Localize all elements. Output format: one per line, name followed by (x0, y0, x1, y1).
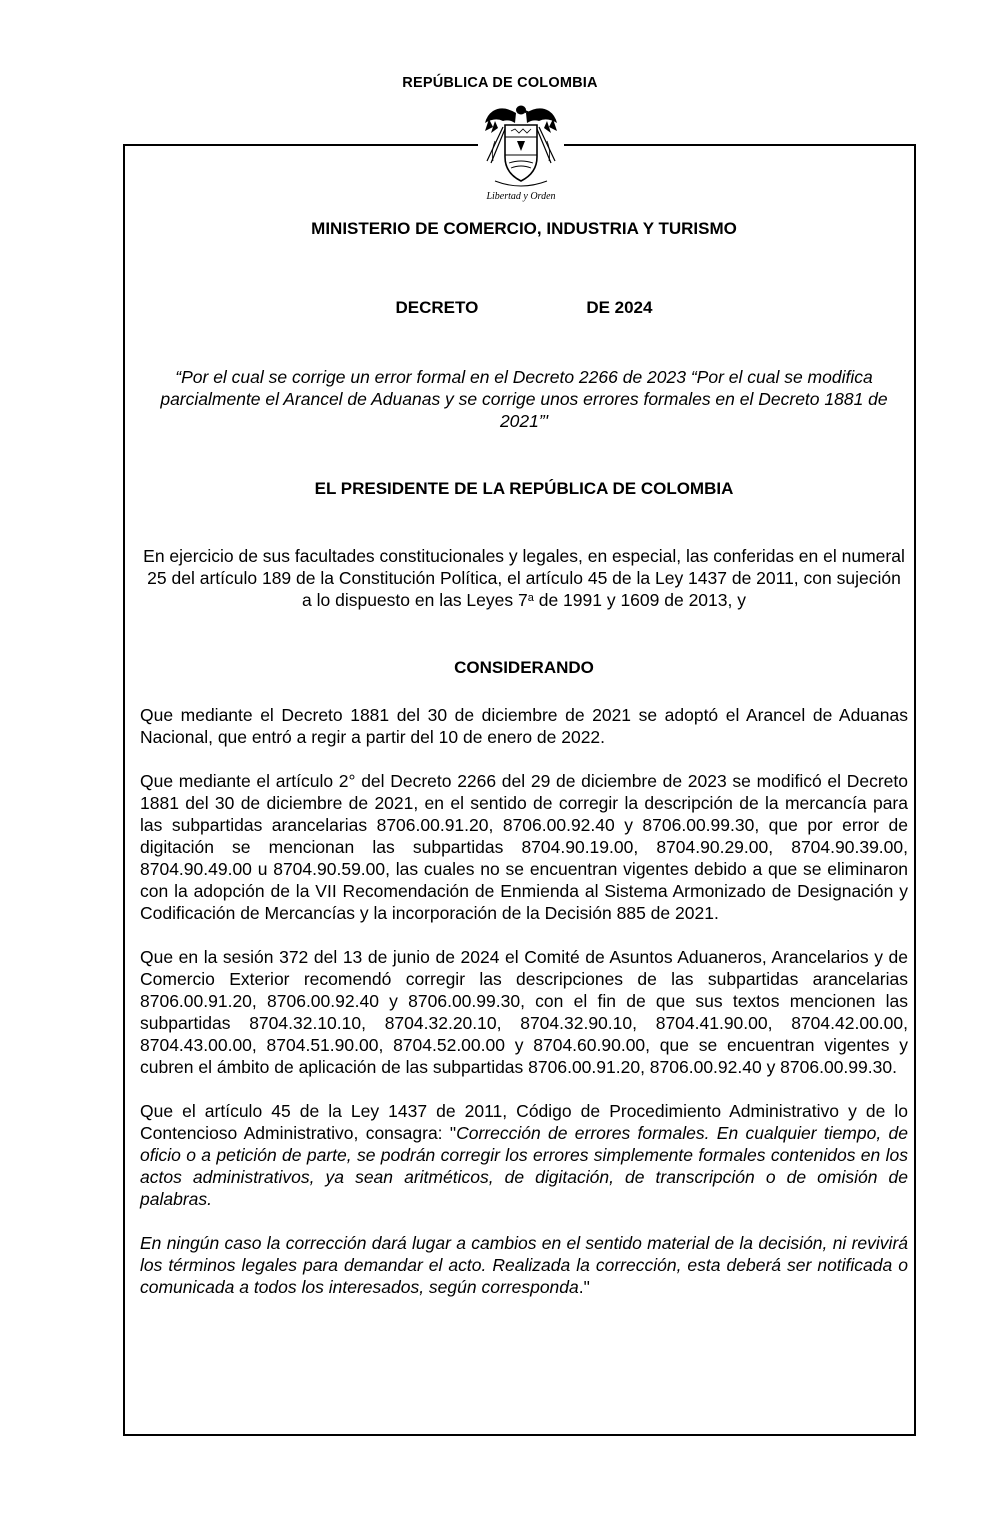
powers-text-end: de 1991 y 1609 de 2013, y (533, 590, 746, 610)
paragraph-3: Que en la sesión 372 del 13 de junio de 2024 el Comité de Asuntos Aduaneros, Arancelarios y de Comercio Exterior recomendó corregir las descripciones de las subpartidas arancelarias 8706.00.91.20, 8706.00.92.40 y 8706.00.99.30, con el fin de que sus textos mencionen las subpartidas 8704.32.10.10, 8704.32.20.10, 8704.32.90.10, 8704.41.90.00, 8704.42.00.00, 8704.43.00.00, 8704.51.90.00, 8704.52.00.00 y 8704.60.90.00, que se encuentran vigentes y cubren el ámbito de aplicación de las subpartidas 8706.00.91.20, 8706.00.92.40 y 8706.00.99.30. (140, 947, 908, 1077)
powers-text: En ejercicio de sus facultades constitucionales y legales, en especial, las conferidas en el numeral 25 del artículo 189 de la Constitución Política, el artículo 45 de la Ley 1437 de 2011, con sujeción a lo dispuesto en las Leyes 7 (143, 546, 905, 610)
paragraph-4-text: Que el artículo 45 de la Ley 1437 de 2011, Código de Procedimiento Administrativo y de lo Contencioso Administrativo, consagra: " (140, 1101, 908, 1143)
considerations-body (140, 704, 908, 1320)
issuer-heading: EL PRESIDENTE DE LA REPÚBLICA DE COLOMBIA (314, 479, 734, 498)
powers-paragraph (140, 545, 908, 611)
decree-year: DE 2024 (586, 298, 653, 317)
considering-heading: CONSIDERANDO (454, 658, 594, 677)
paragraph-2: Que mediante el artículo 2° del Decreto 2266 del 29 de diciembre de 2023 se modificó el Decreto 1881 del 30 de diciembre de 2021, en el sentido de corregir la descripción de la mercancía para las subpartidas arancelarias 8706.00.91.20, 8706.00.92.40 y 8706.00.99.30, que por error de digitación se mencionan las subpartidas 8704.90.19.00, 8704.90.29.00, 8704.90.39.00, 8704.90.49.00 u 8704.90.59.00, las cuales no se encuentran vigentes debido a que se eliminaron con la adopción de la VII Recomendación de Enmienda al Sistema Armonizado de Designación y Codificación de Mercancías y la incorporación de la Decisión 885 de 2021. (140, 771, 908, 923)
powers-superscript: a (527, 592, 534, 604)
decree-label: DECRETO (395, 298, 479, 317)
ministry-heading: MINISTERIO DE COMERCIO, INDUSTRIA Y TURISMO (311, 219, 737, 238)
paragraph-4 (140, 1100, 908, 1210)
decree-title: “Por el cual se corrige un error formal en el Decreto 2266 de 2023 “Por el cual se modifica parcialmente el Arancel de Aduanas y se corrige unos errores formales en el Decreto 1881 de 2021”' (160, 367, 888, 431)
paragraph-5-end: ." (578, 1277, 590, 1297)
coat-of-arms-icon (481, 101, 561, 205)
decree-heading (140, 298, 908, 318)
paragraph-5-quote: En ningún caso la corrección dará lugar a cambios en el sentido material de la decisión, ni revivirá los términos legales para demandar el acto. Realizada la corrección, esta deberá ser notificada o comunicada a todos los interesados, según corresponda (140, 1233, 908, 1297)
paragraph-5 (140, 1232, 908, 1298)
paragraph-1: Que mediante el Decreto 1881 del 30 de diciembre de 2021 se adoptó el Arancel de Aduanas Nacional, que entró a regir a partir del 10 de enero de 2022. (140, 705, 908, 747)
country-heading: REPÚBLICA DE COLOMBIA (402, 75, 598, 91)
seal-motto: Libertad y Orden (486, 191, 556, 202)
paragraph-4-quote: Corrección de errores formales. En cualquier tiempo, de oficio o a petición de parte, se podrán corregir los errores simplemente formales contenidos en los actos administrativos, ya sean aritméticos, de digitación, de transcripción o de omisión de palabras. (140, 1123, 908, 1209)
